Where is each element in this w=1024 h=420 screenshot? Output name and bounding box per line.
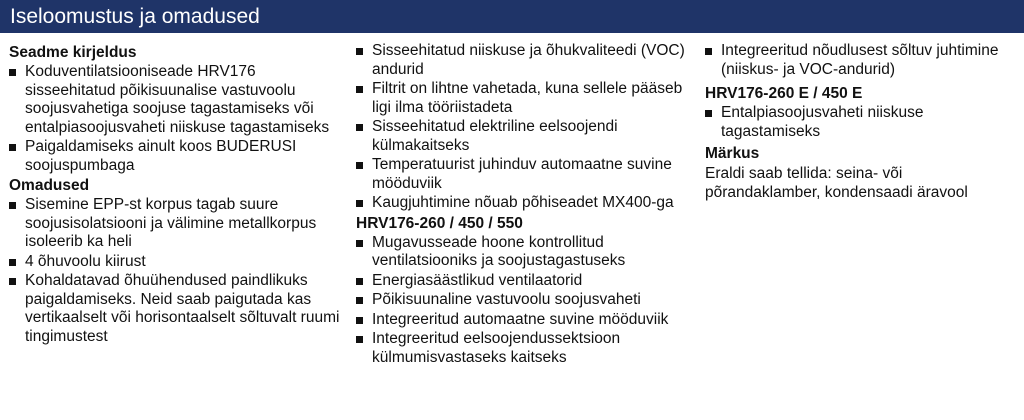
list-item: Sisseehitatud niiskuse ja õhukvaliteedi (VOC) andurid <box>356 42 692 79</box>
bullet-icon <box>705 48 712 55</box>
bullet-icon <box>356 317 363 324</box>
bullet-icon <box>9 144 16 151</box>
bullet-icon <box>356 124 363 131</box>
bullet-icon <box>9 278 16 285</box>
list-item: Integreeritud automaatne suvine mööduviik <box>356 311 692 330</box>
section-header <box>0 0 1024 33</box>
hrv176-models-list <box>356 234 692 368</box>
list-item: Entalpiasoojusvaheti niiskuse tagastamiseks <box>705 104 1017 141</box>
bullet-icon <box>356 240 363 247</box>
heading-hrv176-models: HRV176-260 / 450 / 550 <box>356 214 523 232</box>
bullet-icon <box>356 297 363 304</box>
bullet-icon <box>9 202 16 209</box>
heading-note: Märkus <box>705 145 760 162</box>
section-title: Iseloomustus ja omadused <box>10 5 260 28</box>
note-text: Eraldi saab tellida: seina- või põrandaklamber, kondensaadi äravool <box>705 165 968 201</box>
features-list <box>9 196 344 346</box>
bullet-icon <box>356 200 363 207</box>
list-item: Energiasäästlikud ventilaatorid <box>356 272 692 291</box>
hrv176-e-models-list <box>705 104 1017 141</box>
heading-device-description: Seadme kirjeldus <box>9 44 137 61</box>
heading-features: Omadused <box>9 177 90 194</box>
bullet-icon <box>356 278 363 285</box>
device-description-list <box>9 63 344 175</box>
hrv176-models-list-continued <box>705 42 1017 79</box>
list-item: Koduventilatsiooniseade HRV176 sisseehitatud põikisuunalise vastuvoolu soojusvahetiga soojuse tagastamiseks või entalpiasoojusvaheti niiskuse tagastamiseks <box>9 63 344 137</box>
bullet-icon <box>356 86 363 93</box>
list-item: Mugavusseade hoone kontrollitud ventilatsiooniks ja soojustagastuseks <box>356 234 692 271</box>
bullet-icon <box>356 162 363 169</box>
list-item: Integreeritud eelsoojendussektsioon külmumisvastaseks kaitseks <box>356 330 692 367</box>
column-3 <box>705 42 1017 202</box>
bullet-icon <box>705 110 712 117</box>
features-list-continued <box>356 42 692 213</box>
list-item: Paigaldamiseks ainult koos BUDERUSI soojuspumbaga <box>9 138 344 175</box>
content-columns <box>0 33 1024 420</box>
bullet-icon <box>9 259 16 266</box>
heading-hrv176-e-models: HRV176-260 E / 450 E <box>705 85 863 102</box>
list-item: 4 õhuvoolu kiirust <box>9 253 344 272</box>
list-item: Kaugjuhtimine nõuab põhiseadet MX400-ga <box>356 194 692 213</box>
bullet-icon <box>356 336 363 343</box>
column-2 <box>356 42 692 368</box>
bullet-icon <box>356 48 363 55</box>
list-item: Filtrit on lihtne vahetada, kuna sellele pääseb ligi ilma tööriistadeta <box>356 80 692 117</box>
bullet-icon <box>9 69 16 76</box>
list-item: Sisemine EPP-st korpus tagab suure soojusisolatsiooni ja välimine metallkorpus isoleerib ka heli <box>9 196 344 252</box>
list-item: Integreeritud nõudlusest sõltuv juhtimine (niiskus- ja VOC-andurid) <box>705 42 1017 79</box>
list-item: Põikisuunaline vastuvoolu soojusvaheti <box>356 291 692 310</box>
list-item: Sisseehitatud elektriline eelsoojendi külmakaitseks <box>356 118 692 155</box>
column-1 <box>9 42 344 347</box>
list-item: Kohaldatavad õhuühendused paindlikuks paigaldamiseks. Neid saab paigutada kas vertikaalselt või horisontaalselt sõltuvalt ruumi tingimustest <box>9 272 344 346</box>
list-item: Temperatuurist juhinduv automaatne suvine mööduviik <box>356 156 692 193</box>
